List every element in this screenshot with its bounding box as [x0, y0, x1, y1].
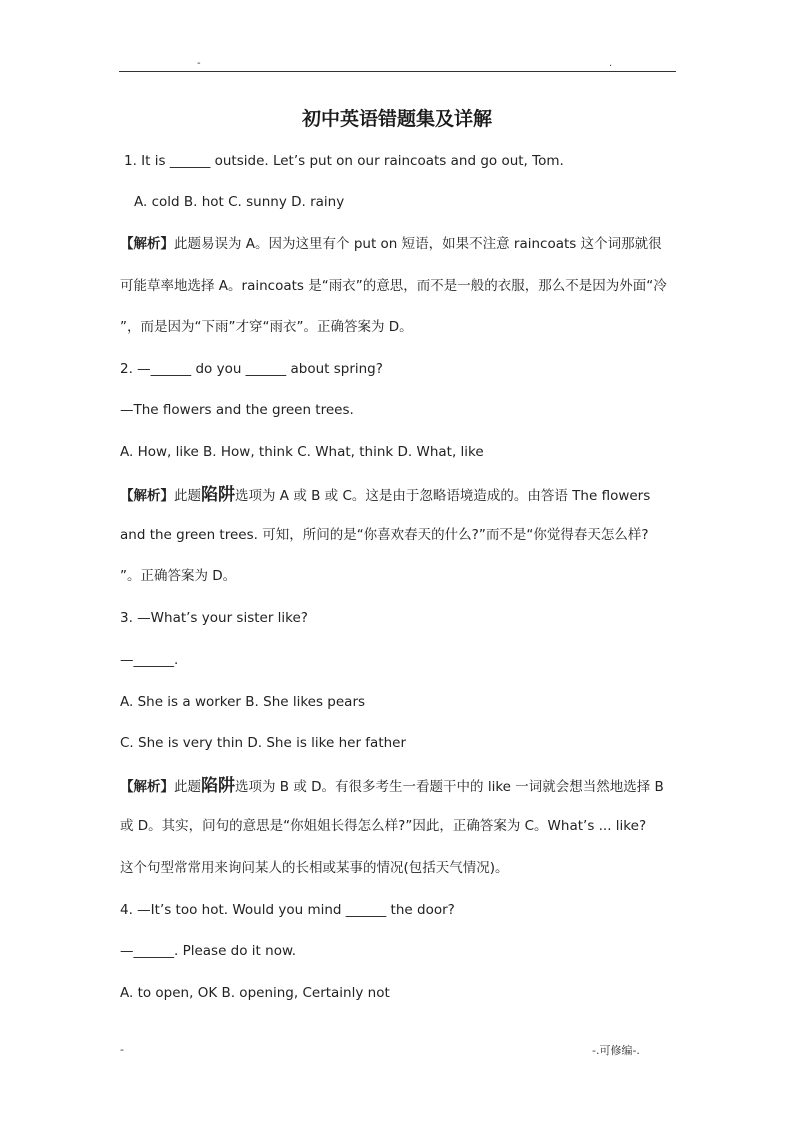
analysis-2-line-2: and the green trees. 可知，所问的是“你喜欢春天的什么?”而不是“你觉得春天怎么样?	[120, 527, 649, 543]
analysis-tag: 【解析】	[120, 779, 174, 795]
analysis-text: 选项为 A 或 B 或 C。这是由于忽略语境造成的。由答语 The flowers	[235, 488, 651, 504]
footer-left-mark: -	[120, 1043, 124, 1056]
analysis-text: 此题	[174, 779, 201, 795]
analysis-3-line-3: 这个句型常常用来询问某人的长相或某事的情况(包括天气情况)。	[120, 860, 509, 876]
question-2-reply: —The flowers and the green trees.	[120, 402, 354, 418]
analysis-tag: 【解析】	[120, 236, 174, 252]
analysis-1-line-1	[120, 235, 690, 253]
analysis-text: 此题	[174, 488, 201, 504]
question-2: 2. —______ do you ______ about spring?	[120, 361, 383, 377]
header-right-mark: .	[609, 58, 613, 69]
question-1-options: A. cold B. hot C. sunny D. rainy	[134, 194, 345, 210]
question-3-options-2: C. She is very thin D. She is like her father	[120, 735, 407, 751]
question-4: 4. —It’s too hot. Would you mind ______ the door?	[120, 902, 455, 918]
question-3: 3. —What’s your sister like?	[120, 610, 308, 626]
emphasis-text: 陷阱	[201, 776, 235, 796]
question-1: 1. It is ______ outside. Let’s put on our raincoats and go out, Tom.	[124, 153, 564, 169]
analysis-3-line-1	[120, 777, 690, 796]
footer-right-text: -.可修编-.	[592, 1044, 640, 1057]
question-4-options: A. to open, OK B. opening, Certainly not	[120, 985, 390, 1001]
emphasis-text: 陷阱	[201, 485, 235, 505]
analysis-text: 选项为 B 或 D。有很多考生一看题干中的 like 一词就会想当然地选择 B	[235, 779, 664, 795]
page-title: 初中英语错题集及详解	[301, 108, 492, 130]
analysis-2-line-1	[120, 486, 690, 505]
question-2-options: A. How, like B. How, think C. What, think D. What, like	[120, 444, 484, 460]
analysis-1-line-2: 可能草率地选择 A。raincoats 是“雨衣”的意思，而不是一般的衣服，那么不是因为外面“冷	[120, 278, 667, 294]
analysis-3-line-2: 或 D。其实，问句的意思是“你姐姐长得怎么样?”因此，正确答案为 C。What’s ... like?	[120, 818, 647, 834]
question-3-options-1: A. She is a worker B. She likes pears	[120, 694, 366, 710]
header-left-mark: -	[197, 58, 201, 69]
analysis-1-line-3: ”，而是因为“下雨”才穿“雨衣”。正确答案为 D。	[120, 319, 413, 335]
analysis-tag: 【解析】	[120, 488, 174, 504]
analysis-2-line-3: ”。正确答案为 D。	[120, 568, 237, 584]
question-4-reply: —______. Please do it now.	[120, 943, 297, 959]
analysis-text: 此题易误为 A。因为这里有个 put on 短语，如果不注意 raincoats 这个词那就很	[174, 236, 662, 252]
header-rule	[119, 71, 676, 72]
question-3-reply: —______.	[120, 652, 179, 668]
